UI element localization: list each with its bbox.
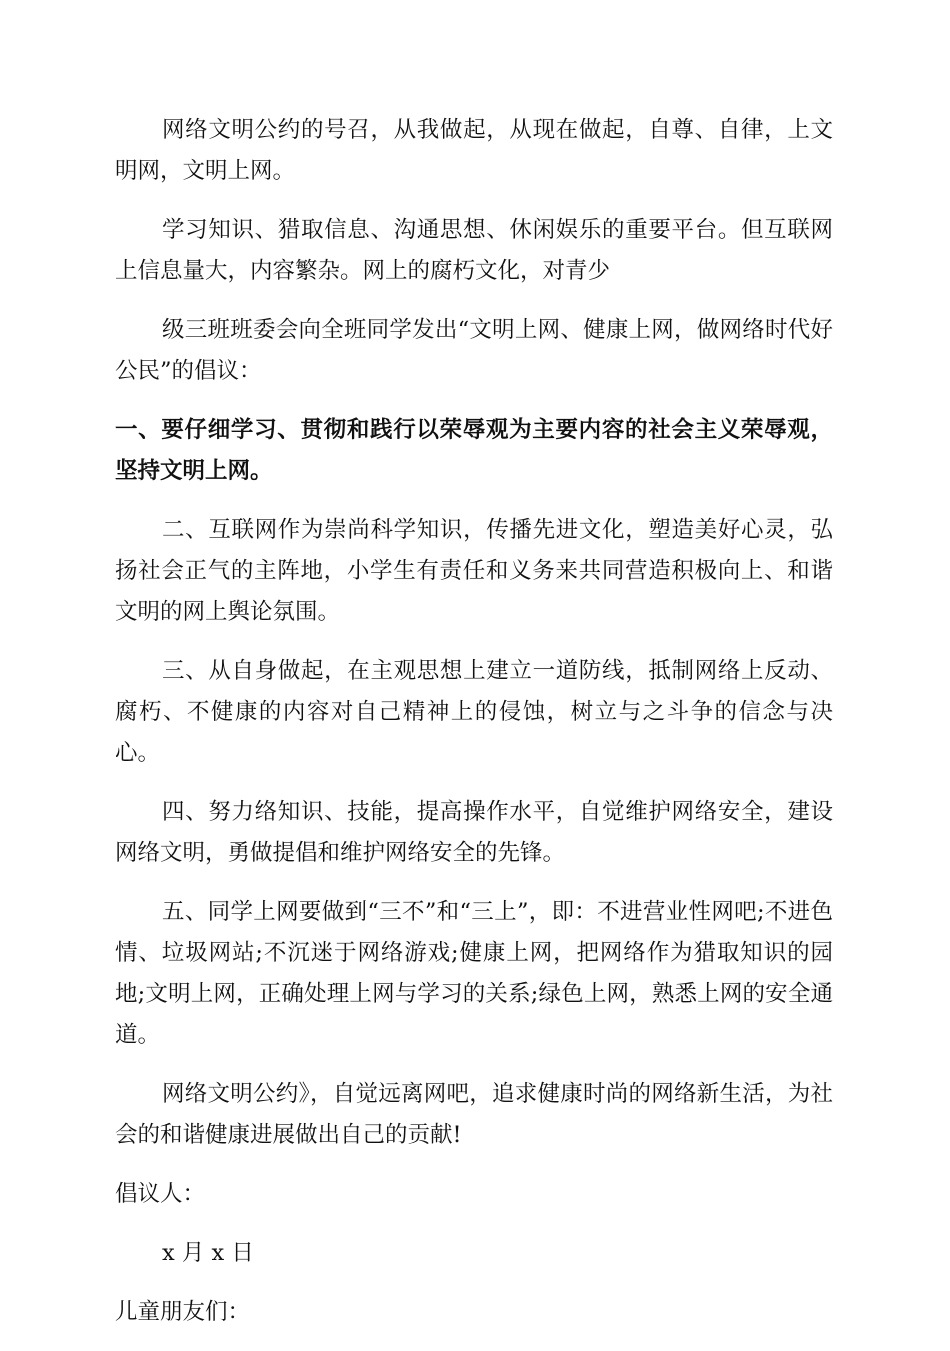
paragraph-point-one: 一、要仔细学习、贯彻和践行以荣辱观为主要内容的社会主义荣辱观，坚持文明上网。 xyxy=(115,417,833,484)
paragraph-initiative-intro: 级三班班委会向全班同学发出“文明上网、健康上网，做网络时代好公民”的倡议： xyxy=(115,317,833,384)
paragraph-civilized-pledge: 网络文明公约的号召，从我做起，从现在做起，自尊、自律，上文明网，文明上网。 xyxy=(115,117,833,184)
date-line: x 月 x 日 xyxy=(162,1240,254,1266)
paragraph-point-four: 四、努力络知识、技能，提高操作水平，自觉维护网络安全，建设网络文明，勇做提倡和维护网络安全的先锋。 xyxy=(115,799,833,866)
paragraph-internet-platform: 学习知识、猎取信息、沟通思想、休闲娱乐的重要平台。但互联网上信息量大，内容繁杂。网上的腐朽文化，对青少 xyxy=(115,217,833,284)
paragraph-closing: 网络文明公约》，自觉远离网吧，追求健康时尚的网络新生活，为社会的和谐健康进展做出自己的贡献! xyxy=(115,1081,833,1148)
document-body xyxy=(115,110,833,1351)
paragraph-point-two: 二、互联网作为崇尚科学知识，传播先进文化，塑造美好心灵，弘扬社会正气的主阵地，小学生有责任和义务来共同营造积极向上、和谐文明的网上舆论氛围。 xyxy=(115,517,833,625)
greeting-line: 儿童朋友们： xyxy=(115,1299,251,1325)
signer-label: 倡议人： xyxy=(115,1181,206,1207)
paragraph-point-three: 三、从自身做起，在主观思想上建立一道防线，抵制网络上反动、腐朽、不健康的内容对自己精神上的侵蚀，树立与之斗争的信念与决心。 xyxy=(115,658,833,766)
paragraph-point-five: 五、同学上网要做到“三不”和“三上”，即：不进营业性网吧;不进色情、垃圾网站;不沉迷于网络游戏;健康上网，把网络作为猎取知识的园地;文明上网，正确处理上网与学习的关系;绿色上网，熟悉上网的安全通道。 xyxy=(115,899,833,1048)
